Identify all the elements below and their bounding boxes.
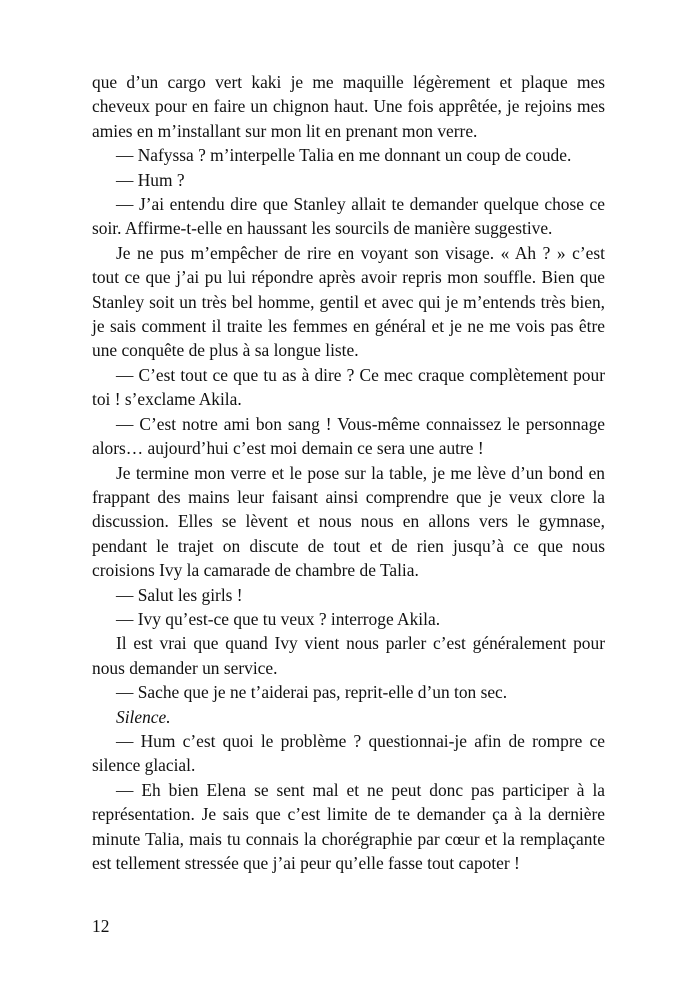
paragraph: — Hum c’est quoi le problème ? questionnai-je afin de rompre ce silence glacial. [92,730,605,776]
paragraph: — Eh bien Elena se sent mal et ne peut donc pas participer à la représentation. Je sais que c’est limite de te demander ça à la dernière minute Talia, mais tu connais la chorégraphie par cœur et la remplaçante est tellement stressée que j’ai peur qu’elle fasse tout capoter ! [92,779,605,873]
paragraph: Il est vrai que quand Ivy vient nous parler c’est généralement pour nous demander un service. [92,633,605,678]
paragraph: — Hum ? [116,169,185,190]
paragraph: Je termine mon verre et le pose sur la table, je me lève d’un bond en frappant des mains leur faisant ainsi comprendre que je veux clore la discussion. Elles se lèvent et nous nous en allons vers le gymnase, pendant le trajet on discute de tout et de rien jusqu’à ce que nous croisions Ivy la camarade de chambre de Talia. [92,462,605,581]
page-number: 12 [92,916,110,936]
paragraph: — C’est notre ami bon sang ! Vous-même connaissez le personnage alors… aujourd’hui c’est moi demain ce sera une autre ! [92,413,605,459]
paragraph: — J’ai entendu dire que Stanley allait te demander quelque chose ce soir. Affirme-t-elle en haussant les sourcils de manière suggestive. [92,194,605,239]
paragraph: Je ne pus m’empêcher de rire en voyant son visage. « Ah ? » c’est tout ce que j’ai pu lui répondre après avoir repris mon souffle. Bien que Stanley soit un très bel homme, gentil et avec qui je m’entends très bien, je sais comment il traite les femmes en général et je ne me vois pas être une conquête de plus à sa longue liste. [92,242,605,361]
body-text [92,70,605,875]
paragraph: — Salut les girls ! [116,584,243,605]
paragraph: — C’est tout ce que tu as à dire ? Ce mec craque complètement pour toi ! s’exclame Akila. [92,364,605,410]
paragraph: — Ivy qu’est-ce que tu veux ? interroge Akila. [116,608,441,629]
paragraph: — Nafyssa ? m’interpelle Talia en me donnant un coup de coude. [116,145,572,166]
paragraph: — Sache que je ne t’aiderai pas, reprit-elle d’un ton sec. [116,682,508,703]
paragraph: que d’un cargo vert kaki je me maquille légèrement et plaque mes cheveux pour en faire un chignon haut. Une fois apprêtée, je rejoins mes amies en m’installant sur mon lit en prenant mon verre. [92,72,605,141]
paragraph-italic: Silence. [116,706,171,727]
